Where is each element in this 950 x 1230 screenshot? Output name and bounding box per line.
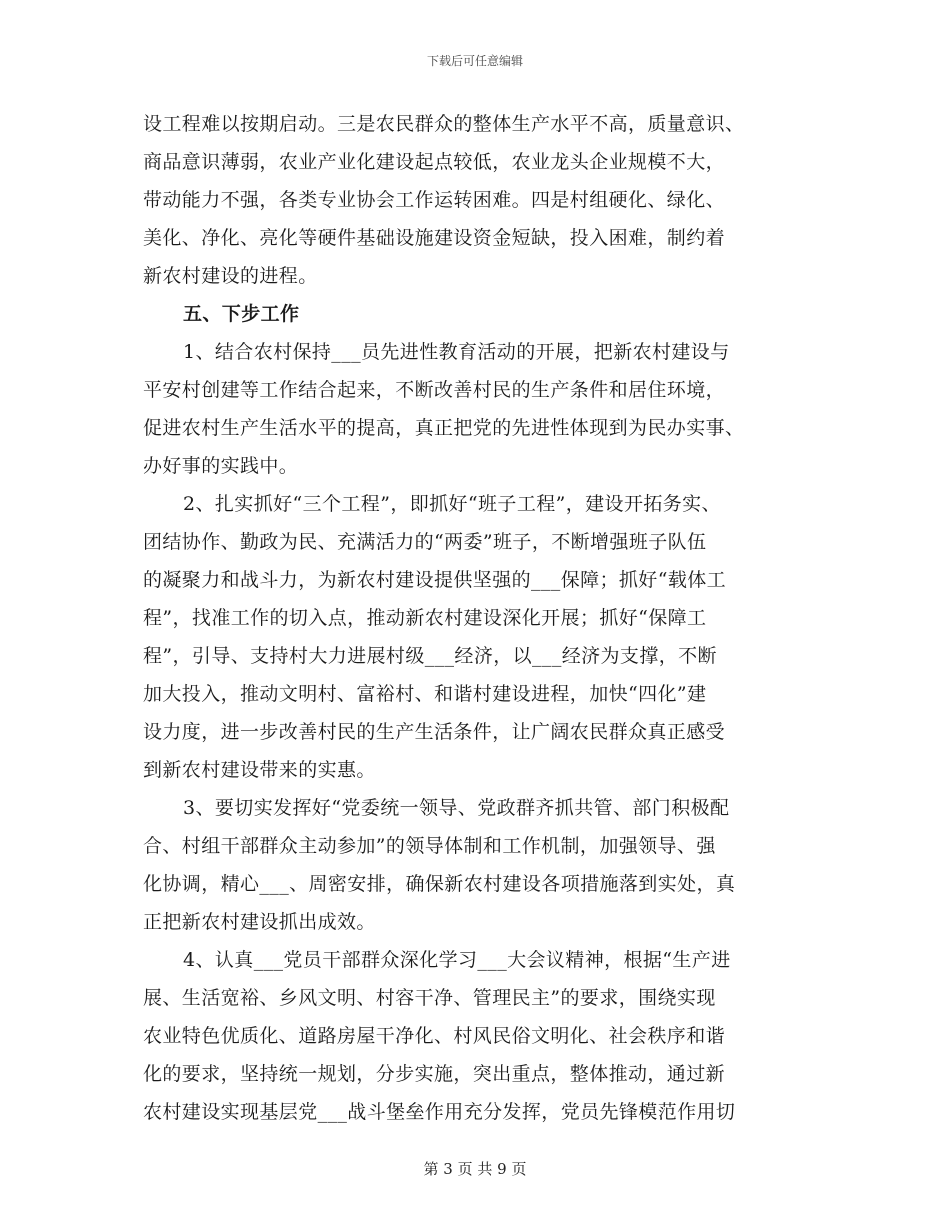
text-line: 加大投入，推动文明村、富裕村、和谐村建设进程，加快“四化”建 xyxy=(143,683,707,705)
text-line: 设力度，进一步改善村民的生产生活条件，让广阔农民群众真正感受 xyxy=(143,721,726,743)
text-line: 程”，找准工作的切入点，推动新农村建设深化开展；抓好“保障工 xyxy=(143,607,707,629)
text-line: 正把新农村建设抓出成效。 xyxy=(143,911,376,933)
document-body xyxy=(143,105,818,1131)
text-line: 促进农村生产生活水平的提高，真正把党的先进性体现到为民办实事、 xyxy=(143,417,745,439)
text-line: 设工程难以按期启动。三是农民群众的整体生产水平不高，质量意识、 xyxy=(143,113,745,135)
text-line: 新农村建设的进程。 xyxy=(143,265,318,287)
text-line: 化的要求，坚持统一规划，分步实施，突出重点，整体推动，通过新 xyxy=(143,1063,726,1085)
section-heading: 五、下步工作 xyxy=(183,303,300,325)
page-number: 第 3 页 共 9 页 xyxy=(423,1160,527,1178)
text-line: 合、村组干部群众主动参加”的领导体制和工作机制，加强领导、强 xyxy=(143,835,716,857)
text-line: 农业特色优质化、道路房屋干净化、村风民俗文明化、社会秩序和谐 xyxy=(143,1025,726,1047)
text-line: 办好事的实践中。 xyxy=(143,455,299,477)
text-line: 的凝聚力和战斗力，为新农村建设提供坚强的___保障；抓好“载体工 xyxy=(143,569,727,591)
text-line: 平安村创建等工作结合起来，不断改善村民的生产条件和居住环境， xyxy=(143,379,726,401)
text-line: 化协调，精心___、周密安排，确保新农村建设各项措施落到实处，真 xyxy=(143,873,736,895)
text-line: 美化、净化、亮化等硬件基础设施建设资金短缺，投入困难，制约着 xyxy=(143,227,726,249)
paragraph-start: 4、认真___党员干部群众深化学习___大会议精神，根据“生产进 xyxy=(183,949,731,971)
text-line: 程”，引导、支持村大力进展村级___经济，以___经济为支撑，不断 xyxy=(143,645,717,667)
text-line: 带动能力不强，各类专业协会工作运转困难。四是村组硬化、绿化、 xyxy=(143,189,726,211)
text-line: 展、生活宽裕、乡风文明、村容干净、管理民主”的要求，围绕实现 xyxy=(143,987,716,1009)
text-line: 团结协作、勤政为民、充满活力的“两委”班子，不断增强班子队伍 xyxy=(143,531,707,553)
paragraph-start: 3、要切实发挥好“党委统一领导、党政群齐抓共管、部门积极配 xyxy=(183,797,730,819)
page-header-note: 下载后可任意编辑 xyxy=(426,54,523,68)
paragraph-start: 2、扎实抓好“三个工程”，即抓好“班子工程”，建设开拓务实、 xyxy=(183,493,721,515)
text-line: 到新农村建设带来的实惠。 xyxy=(143,759,376,781)
text-line: 商品意识薄弱，农业产业化建设起点较低，农业龙头企业规模不大， xyxy=(143,151,726,173)
paragraph-start: 1、结合农村保持___员先进性教育活动的开展，把新农村建设与 xyxy=(183,341,730,363)
text-line: 农村建设实现基层党___战斗堡垒作用充分发挥，党员先锋模范作用切 xyxy=(143,1101,736,1123)
